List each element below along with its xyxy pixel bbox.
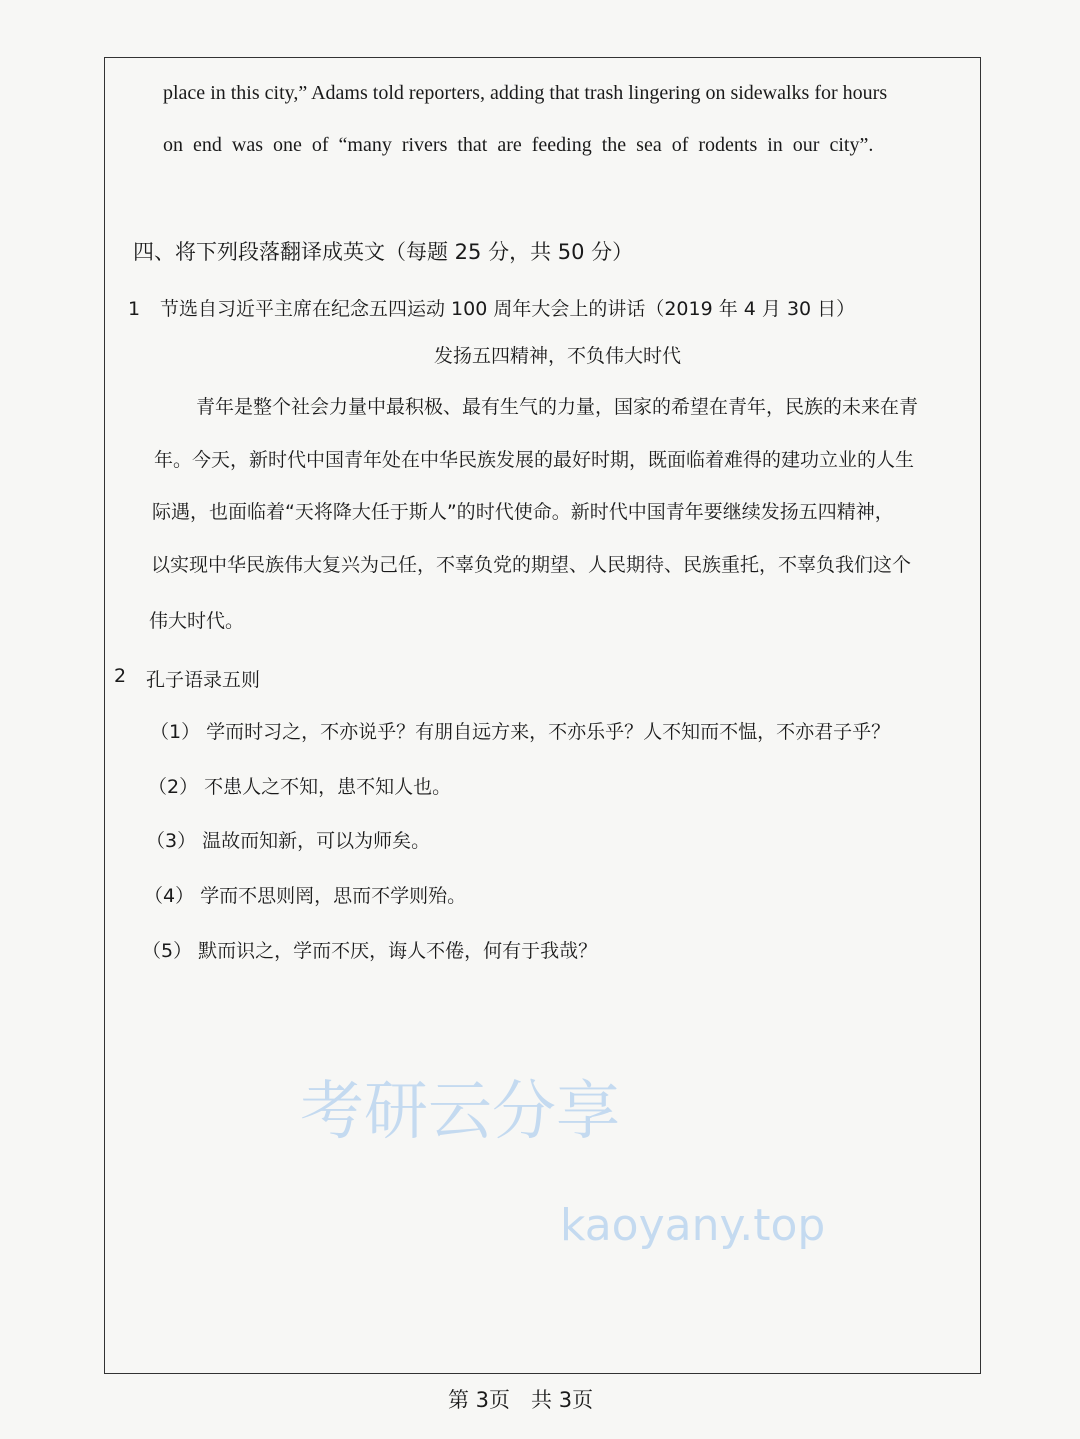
passage-line: on end was one of “many rivers that are feeding the sea of rodents in our city”. (163, 134, 874, 156)
question-number: 1 (128, 298, 141, 320)
page-footer: 第 3页 共 3页 (448, 1388, 594, 1412)
question-number: 2 (114, 665, 127, 687)
quote-item (150, 717, 890, 744)
passage-line: place in this city,” Adams told reporters, adding that trash lingering on sidewalks for hours (163, 82, 888, 104)
quote-text: 学而不思则罔，思而不学则殆。 (200, 885, 467, 907)
quote-label: （4） (144, 885, 195, 907)
paragraph-line: 以实现中华民族伟大复兴为己任，不辜负党的期望、人民期待、民族重托，不辜负我们这个 (151, 554, 912, 576)
quote-item (146, 826, 430, 853)
paragraph-line: 年。今天，新时代中国青年处在中华民族发展的最好时期，既面临着难得的建功立业的人生 (154, 449, 915, 471)
quote-item (142, 936, 597, 963)
paragraph-line: 青年是整个社会力量中最积极、最有生气的力量，国家的希望在青年，民族的未来在青 (196, 396, 919, 418)
watermark-url: kaoyany.top (560, 1200, 826, 1251)
quote-item (144, 881, 466, 908)
quote-text: 不患人之不知，患不知人也。 (204, 776, 452, 798)
question-source: 节选自习近平主席在纪念五四运动 100 周年大会上的讲话（2019 年 4 月 30 日） (160, 298, 856, 320)
passage-title: 发扬五四精神，不负伟大时代 (434, 345, 682, 367)
question-title: 孔子语录五则 (146, 669, 261, 691)
quote-text: 默而识之，学而不厌，诲人不倦，何有于我哉？ (198, 940, 598, 962)
watermark-chinese: 考研云分享 (300, 1075, 620, 1149)
section-heading: 四、将下列段落翻译成英文（每题 25 分，共 50 分） (133, 240, 634, 264)
quote-label: （2） (148, 776, 199, 798)
quote-item (148, 772, 451, 799)
paragraph-line: 际遇，也面临着“天将降大任于斯人”的时代使命。新时代中国青年要继续发扬五四精神， (152, 501, 894, 523)
quote-label: （1） (150, 721, 201, 743)
quote-label: （5） (142, 940, 193, 962)
quote-text: 温故而知新，可以为师矣。 (202, 830, 431, 852)
paragraph-line: 伟大时代。 (149, 610, 245, 632)
quote-text: 学而时习之，不亦说乎？有朋自远方来，不亦乐乎？人不知而不愠，不亦君子乎？ (206, 721, 891, 743)
quote-label: （3） (146, 830, 197, 852)
